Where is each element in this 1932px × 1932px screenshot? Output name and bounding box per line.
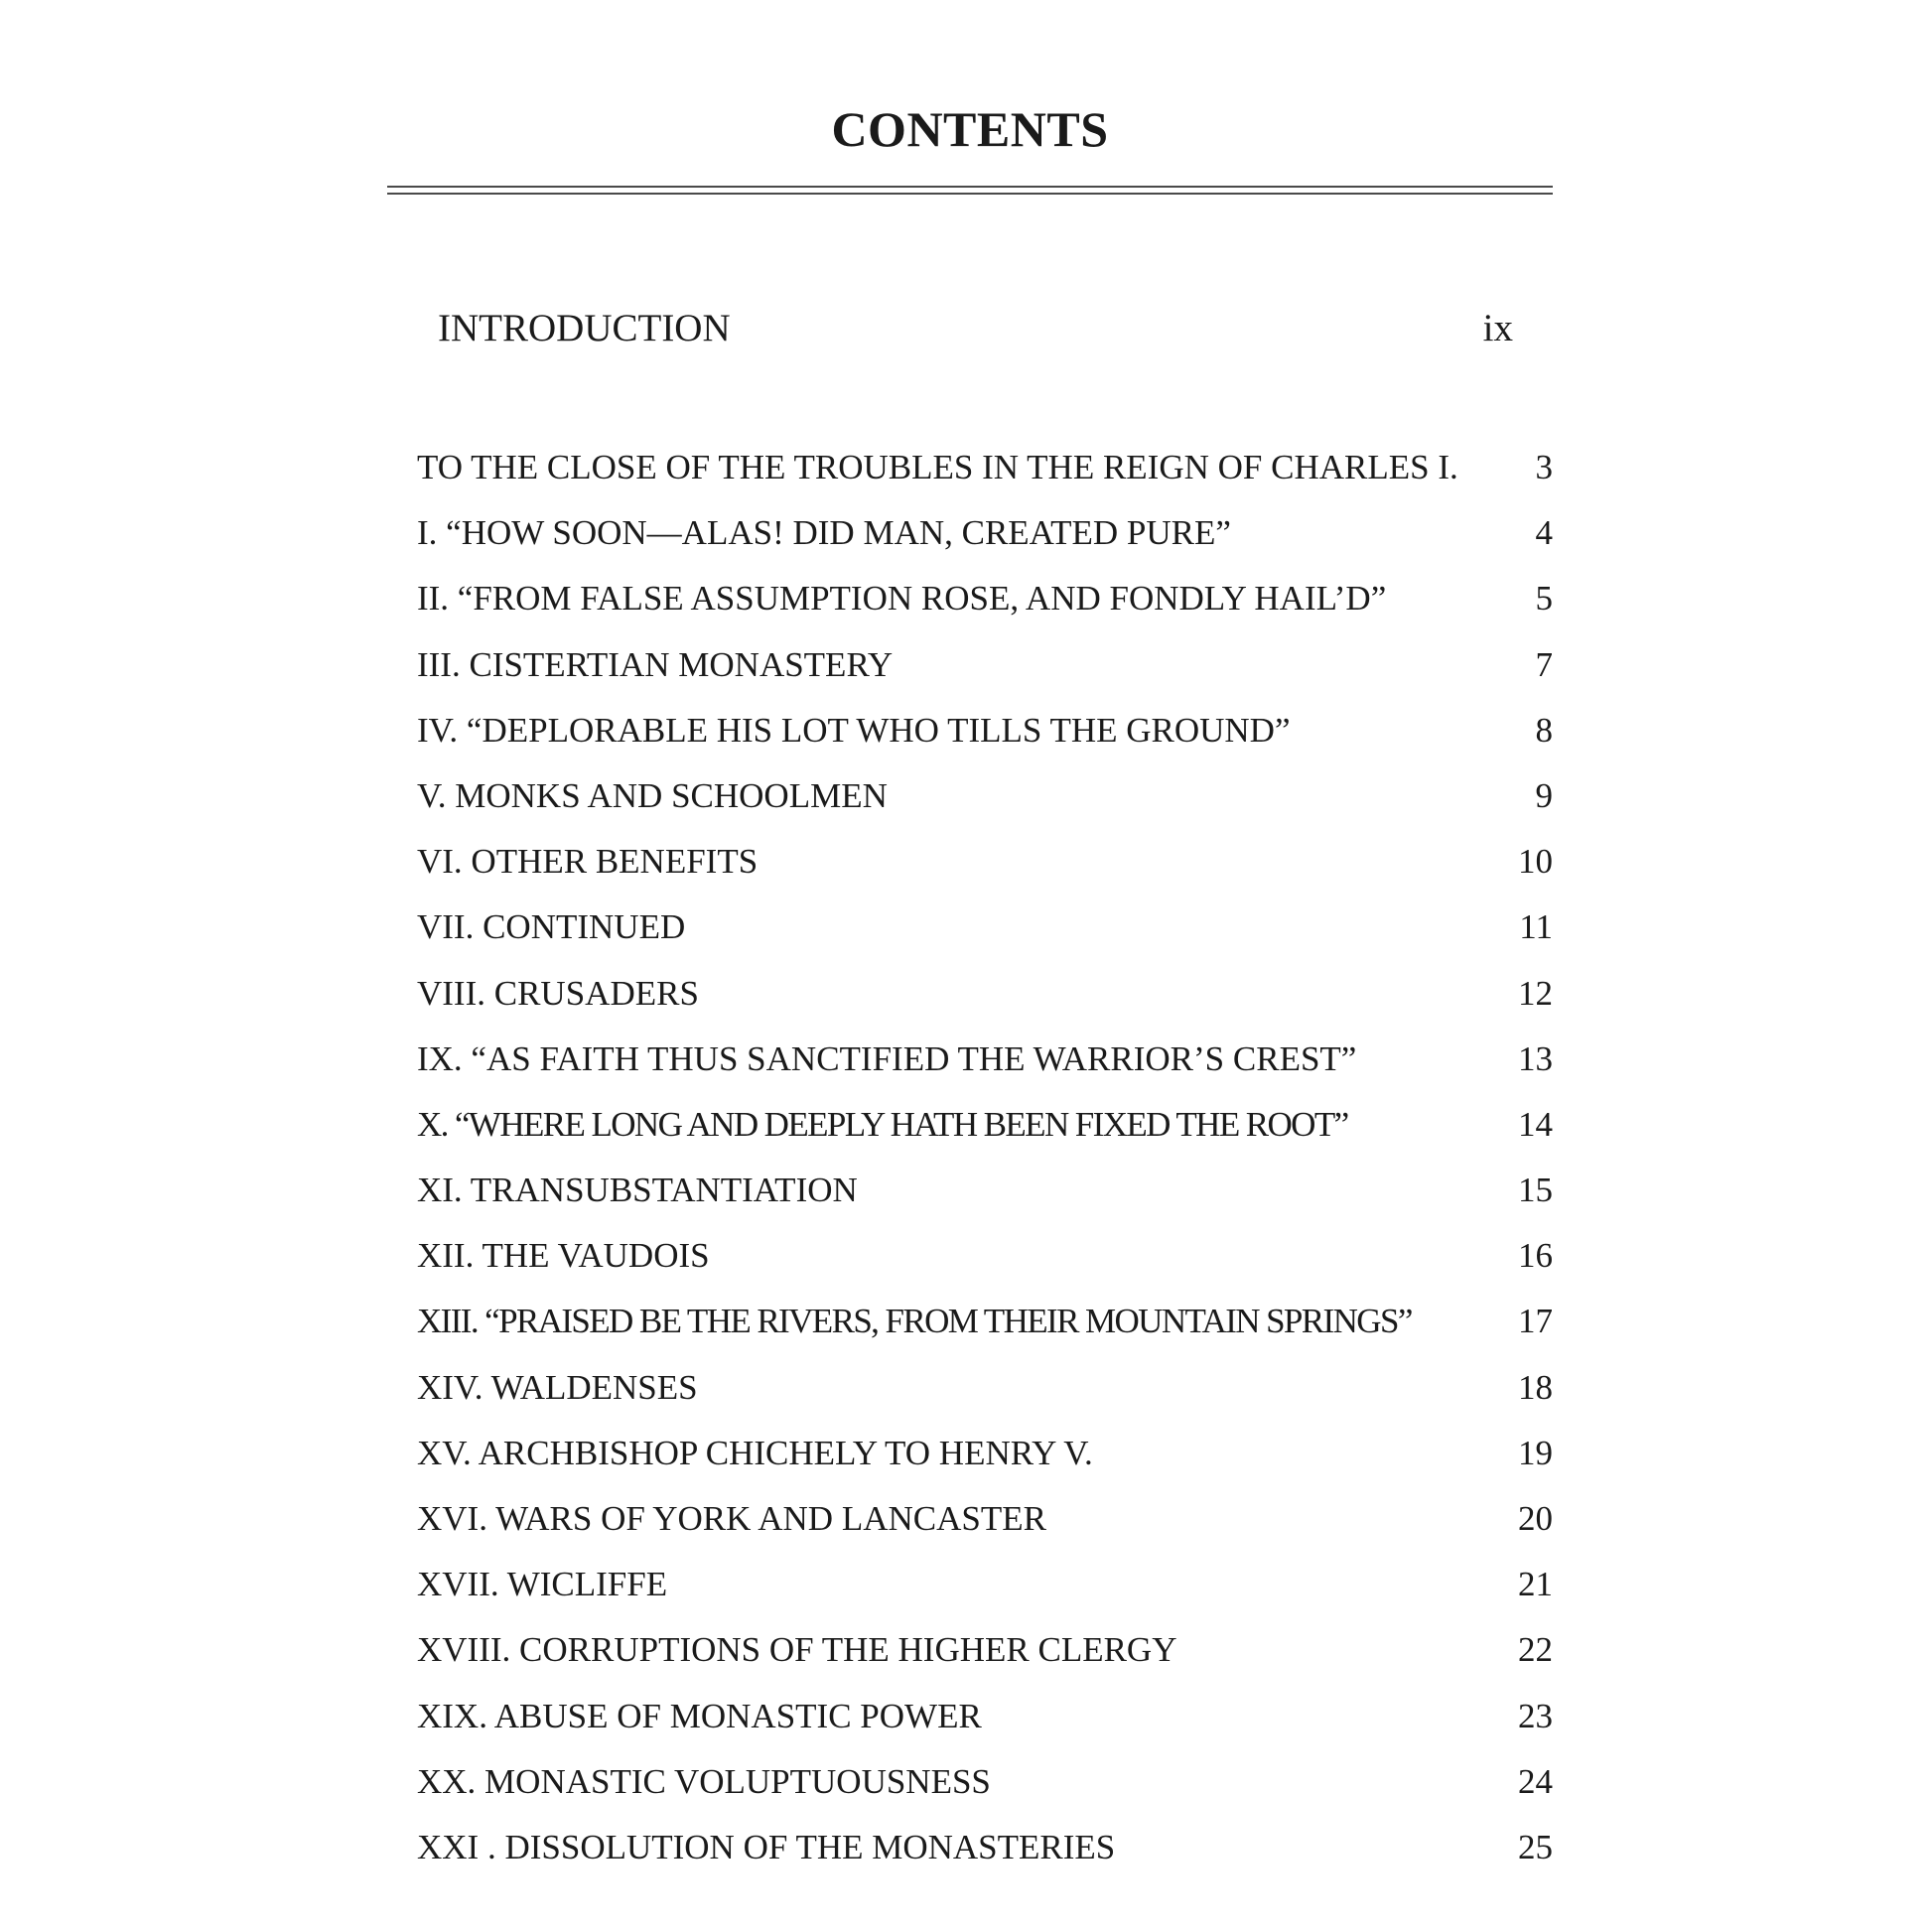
toc-entry-label: XXI . DISSOLUTION OF THE MONASTERIES xyxy=(417,1827,1116,1866)
toc-row[interactable] xyxy=(417,508,1553,574)
toc-row[interactable] xyxy=(417,1429,1553,1494)
toc-row[interactable] xyxy=(417,1100,1553,1166)
toc-row[interactable] xyxy=(417,706,1553,771)
toc-entry-page: 14 xyxy=(1518,1104,1553,1144)
toc-row[interactable] xyxy=(417,1231,1553,1297)
toc-row[interactable] xyxy=(417,1363,1553,1429)
toc-entry-page: 15 xyxy=(1518,1171,1553,1210)
toc-entry-label: VIII. CRUSADERS xyxy=(417,973,699,1013)
toc-entry-label: XII. THE VAUDOIS xyxy=(417,1236,710,1276)
toc-row[interactable] xyxy=(417,902,1553,968)
toc-entry-label: XI. TRANSUBSTANTIATION xyxy=(417,1171,858,1210)
toc-row[interactable] xyxy=(417,1035,1553,1100)
toc-row[interactable] xyxy=(417,1823,1553,1888)
toc-row[interactable] xyxy=(417,1297,1553,1362)
toc-introduction-label: INTRODUCTION xyxy=(438,307,731,349)
toc-entry-page: 9 xyxy=(1535,775,1553,815)
toc-entry-page: 16 xyxy=(1518,1236,1553,1276)
toc-entry-page: 17 xyxy=(1518,1302,1553,1341)
toc-entry-label: TO THE CLOSE OF THE TROUBLES IN THE REIGN OF CHARLES I. xyxy=(417,448,1458,486)
toc-entry-label: VI. OTHER BENEFITS xyxy=(417,842,759,882)
toc-entry-label: II. “FROM FALSE ASSUMPTION ROSE, AND FONDLY HAIL’D” xyxy=(417,579,1387,619)
toc-entry-page: 18 xyxy=(1518,1367,1553,1407)
toc-row[interactable] xyxy=(417,1560,1553,1625)
toc-row[interactable] xyxy=(417,574,1553,639)
toc-row[interactable] xyxy=(417,1757,1553,1823)
toc-entry-label: XIV. WALDENSES xyxy=(417,1367,698,1407)
toc-row[interactable] xyxy=(417,969,1553,1035)
toc-entry-label: XIII. “PRAISED BE THE RIVERS, FROM THEIR MOUNTAIN SPRINGS” xyxy=(417,1302,1412,1341)
toc-introduction-page: ix xyxy=(1482,307,1513,349)
toc-entry-label: VII. CONTINUED xyxy=(417,907,686,947)
page-title: CONTENTS xyxy=(831,101,1109,157)
toc-row[interactable] xyxy=(417,1625,1553,1691)
toc-introduction-row[interactable] xyxy=(438,304,1513,353)
toc-entry-page: 10 xyxy=(1518,842,1553,882)
toc-entry-page: 23 xyxy=(1518,1696,1553,1735)
toc-row[interactable] xyxy=(417,1166,1553,1231)
toc-row[interactable] xyxy=(417,1494,1553,1560)
toc-entry-label: XVII. WICLIFFE xyxy=(417,1565,668,1604)
toc-entry-page: 19 xyxy=(1518,1433,1553,1472)
toc-row[interactable] xyxy=(417,837,1553,902)
toc-entry-label: XX. MONASTIC VOLUPTUOUSNESS xyxy=(417,1761,991,1801)
toc-row[interactable] xyxy=(417,1692,1553,1757)
toc-row[interactable] xyxy=(417,771,1553,837)
toc-entry-label: IV. “DEPLORABLE HIS LOT WHO TILLS THE GROUND” xyxy=(417,710,1291,750)
toc-entry-page: 13 xyxy=(1518,1038,1553,1078)
toc-row[interactable] xyxy=(417,443,1553,508)
toc-entry-label: XIX. ABUSE OF MONASTIC POWER xyxy=(417,1696,982,1735)
toc-entry-page: 25 xyxy=(1518,1827,1553,1866)
toc-entry-label: I. “HOW SOON—ALAS! DID MAN, CREATED PURE” xyxy=(417,513,1231,553)
toc-entry-label: III. CISTERTIAN MONASTERY xyxy=(417,644,894,684)
toc-entry-label: IX. “AS FAITH THUS SANCTIFIED THE WARRIOR’S CREST” xyxy=(417,1038,1357,1078)
toc-entry-page: 20 xyxy=(1518,1499,1553,1538)
toc-entry-page: 5 xyxy=(1535,579,1553,619)
toc-entry-label: XV. ARCHBISHOP CHICHELY TO HENRY V. xyxy=(417,1433,1093,1472)
toc-entry-page: 3 xyxy=(1535,448,1553,486)
toc-entry-page: 12 xyxy=(1518,973,1553,1013)
toc-entry-page: 24 xyxy=(1518,1761,1553,1801)
toc-list xyxy=(417,443,1553,1888)
toc-entry-page: 21 xyxy=(1518,1565,1553,1604)
title-rule-lower xyxy=(387,193,1553,195)
toc-entry-page: 8 xyxy=(1535,710,1553,750)
toc-entry-page: 4 xyxy=(1535,513,1553,553)
toc-row[interactable] xyxy=(417,640,1553,706)
toc-entry-label: XVIII. CORRUPTIONS OF THE HIGHER CLERGY xyxy=(417,1630,1177,1670)
toc-entry-label: V. MONKS AND SCHOOLMEN xyxy=(417,775,888,815)
toc-entry-page: 7 xyxy=(1535,644,1553,684)
toc-entry-label: XVI. WARS OF YORK AND LANCASTER xyxy=(417,1499,1046,1538)
toc-entry-label: X. “WHERE LONG AND DEEPLY HATH BEEN FIXED THE ROOT” xyxy=(417,1104,1348,1144)
toc-entry-page: 22 xyxy=(1518,1630,1553,1670)
toc-entry-page: 11 xyxy=(1519,907,1553,947)
title-rule-upper xyxy=(387,186,1553,188)
